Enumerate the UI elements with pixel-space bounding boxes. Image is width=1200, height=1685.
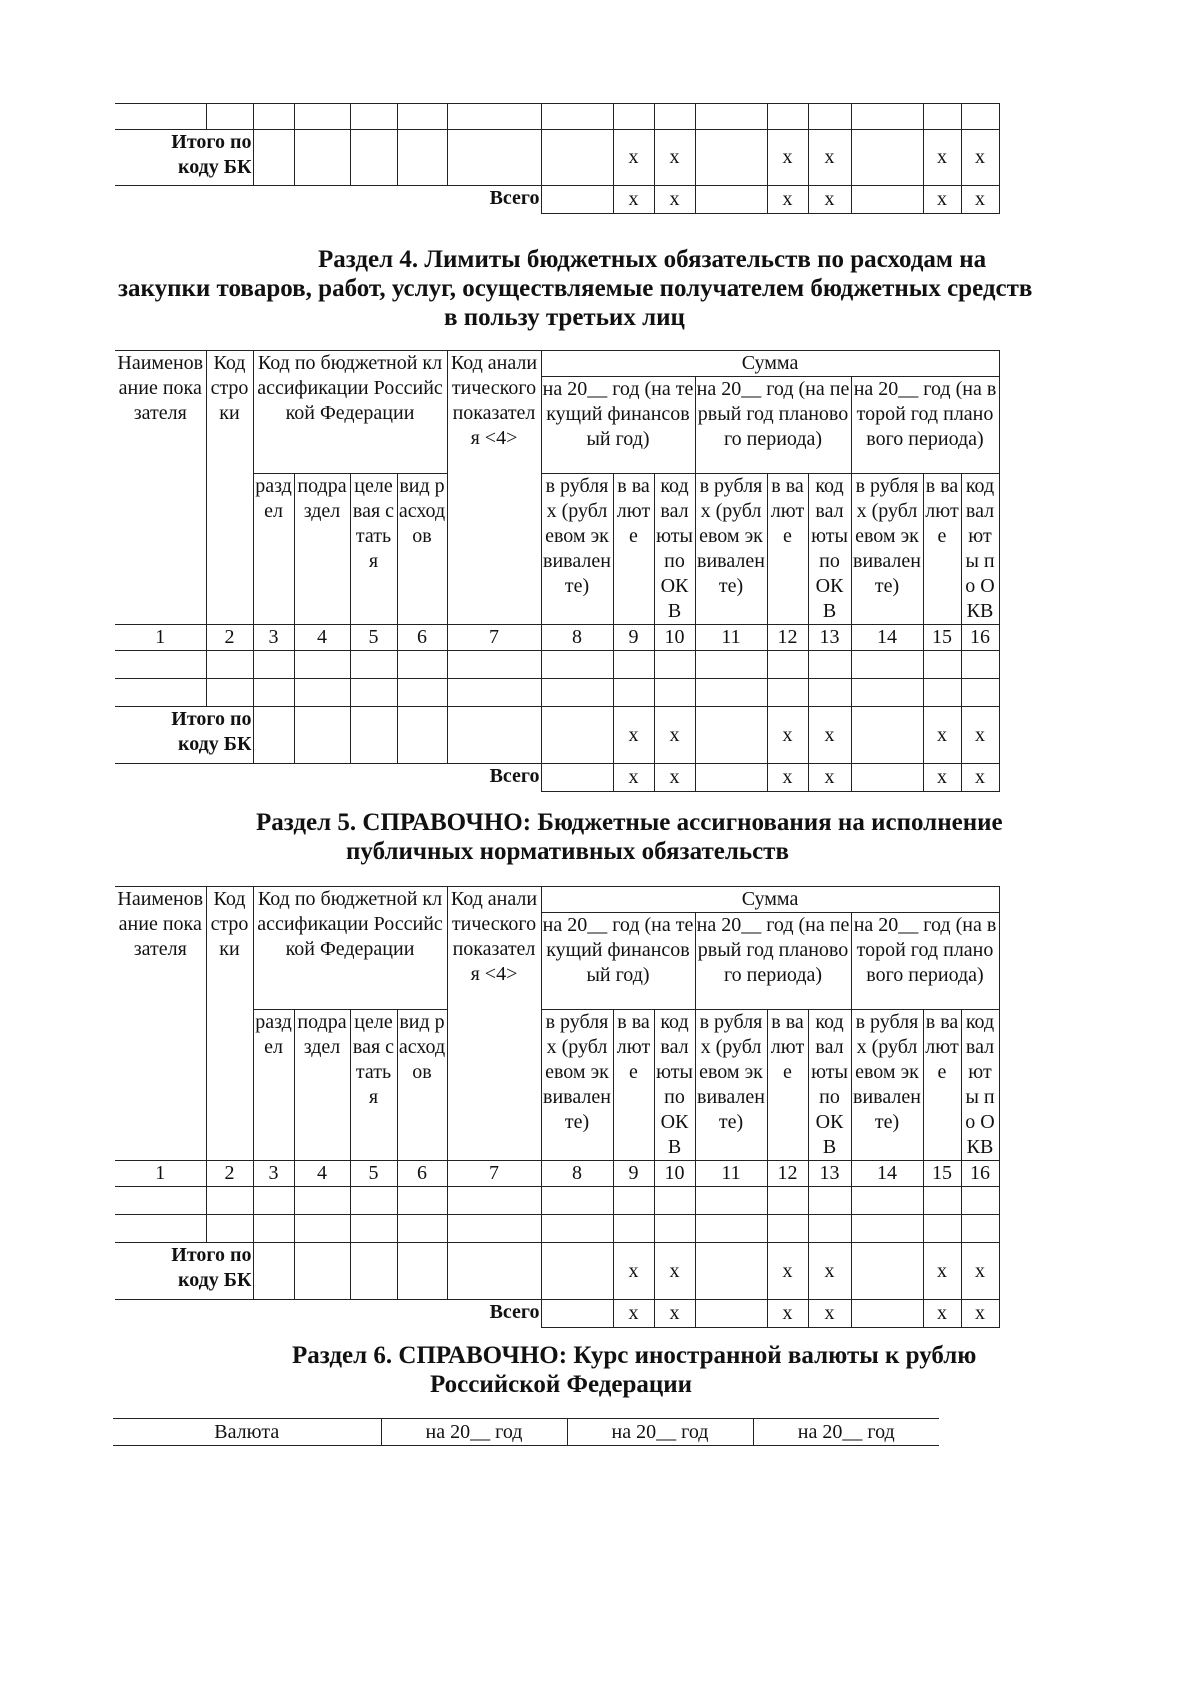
x-mark: x [961,130,999,186]
column-number: 8 [541,1161,613,1187]
header-name: Наименование показателя [115,887,206,1161]
x-mark: x [767,707,808,764]
header-year-current: на 20__ год (на текущий финансовый год) [541,913,695,1010]
column-number: 16 [961,625,999,651]
x-mark: x [767,130,808,186]
header-val: в валюте [613,1010,654,1161]
column-number: 10 [654,1161,695,1187]
header-target: целевая статья [350,474,397,625]
x-mark: x [613,1243,654,1300]
column-number: 6 [397,625,447,651]
column-number: 12 [767,1161,808,1187]
x-mark: x [654,707,695,764]
x-mark: x [613,186,654,214]
x-mark: x [654,1300,695,1328]
column-number: 15 [923,1161,961,1187]
header-year-second: на 20__ год (на второй год планового периода) [851,377,999,474]
section-6-heading-line-1: Раздел 6. СПРАВОЧНО: Курс иностранной валюты к рублю [292,1342,977,1369]
header-rub: в рублях (рублевом эквиваленте) [695,1010,767,1161]
section-6-heading [118,1341,998,1399]
header-val: в валюте [613,474,654,625]
header-val: в валюте [923,1010,961,1161]
header-bk: Код по бюджетной классификации Российской Федерации [253,351,447,474]
x-mark: x [808,707,851,764]
header-name: Наименование показателя [115,351,206,625]
itogo-row [115,1243,999,1300]
section-5-heading-line-1: Раздел 5. СПРАВОЧНО: Бюджетные ассигнования на исполнение [256,809,1003,836]
header-podrazdel: подраздел [294,1010,350,1161]
column-number: 9 [613,1161,654,1187]
section-5-heading [118,808,1003,866]
header-row [113,1419,939,1446]
header-razdel: раздел [253,474,294,625]
header-sum: Сумма [541,351,999,377]
header-val: в валюте [767,1010,808,1161]
section-6-table [113,1418,939,1446]
header-code-row: Код строки [206,887,253,1161]
year-column-header: на 20__ год [567,1419,753,1446]
header-vid: вид расходов [397,1010,447,1161]
column-number: 13 [808,1161,851,1187]
column-number: 2 [206,1161,253,1187]
x-mark: x [961,186,999,214]
header-row [115,887,999,913]
header-okv: код валюты по ОКВ [961,1010,999,1161]
previous-section-table-tail [115,103,1000,214]
column-number: 14 [851,625,923,651]
column-number: 14 [851,1161,923,1187]
column-number: 3 [253,1161,294,1187]
x-mark: x [961,1243,999,1300]
column-number: 5 [350,625,397,651]
year-column-header: на 20__ год [381,1419,567,1446]
x-mark: x [923,764,961,792]
vsego-label: Всего [115,764,541,792]
x-mark: x [923,1243,961,1300]
table-row [115,104,999,130]
column-number: 4 [294,625,350,651]
section-6-heading-line-2: Российской Федерации [430,1371,693,1398]
header-rub: в рублях (рублевом эквиваленте) [851,1010,923,1161]
header-okv: код валюты по ОКВ [961,474,999,625]
x-mark: x [613,764,654,792]
column-number: 5 [350,1161,397,1187]
header-bk: Код по бюджетной классификации Российской Федерации [253,887,447,1010]
column-number: 9 [613,625,654,651]
header-okv: код валюты по ОКВ [808,1010,851,1161]
section-4-table [115,350,1000,792]
x-mark: x [808,130,851,186]
x-mark: x [654,764,695,792]
x-mark: x [654,130,695,186]
column-number-row [115,625,999,651]
header-okv: код валюты по ОКВ [808,474,851,625]
header-val: в валюте [767,474,808,625]
currency-column-header: Валюта [113,1419,381,1446]
x-mark: x [654,1243,695,1300]
vsego-row [115,186,999,214]
x-mark: x [767,186,808,214]
header-analytic: Код аналитического показателя <4> [447,887,541,1161]
column-number: 10 [654,625,695,651]
column-number: 3 [253,625,294,651]
table-row [115,651,999,679]
section-4-heading-line-3: в пользу третьих лиц [444,304,685,331]
header-podrazdel: подраздел [294,474,350,625]
table-row [115,1187,999,1215]
year-column-header: на 20__ год [753,1419,939,1446]
header-row [115,351,999,377]
section-4-heading [118,245,1033,332]
header-rub: в рублях (рублевом эквиваленте) [541,474,613,625]
column-number: 4 [294,1161,350,1187]
header-code-row: Код строки [206,351,253,625]
column-number: 11 [695,1161,767,1187]
x-mark: x [923,707,961,764]
section-4-heading-line-2: закупки товаров, работ, услуг, осуществляемые получателем бюджетных средств [118,275,1033,302]
header-sum: Сумма [541,887,999,913]
itogo-label: Итого по коду БК [115,130,253,186]
column-number: 8 [541,625,613,651]
header-okv: код валюты по ОКВ [654,474,695,625]
x-mark: x [613,1300,654,1328]
column-number: 11 [695,625,767,651]
column-number: 12 [767,625,808,651]
itogo-label: Итого по коду БК [115,1243,253,1300]
header-rub: в рублях (рублевом эквиваленте) [541,1010,613,1161]
section-4-heading-line-1: Раздел 4. Лимиты бюджетных обязательств по расходам на [318,246,987,273]
header-year-second: на 20__ год (на второй год планового периода) [851,913,999,1010]
x-mark: x [923,186,961,214]
vsego-label: Всего [115,186,541,214]
header-year-current: на 20__ год (на текущий финансовый год) [541,377,695,474]
x-mark: x [654,186,695,214]
column-number: 6 [397,1161,447,1187]
table-row [115,679,999,707]
x-mark: x [808,186,851,214]
x-mark: x [808,1243,851,1300]
x-mark: x [767,1300,808,1328]
vsego-row [115,764,999,792]
vsego-row [115,1300,999,1328]
header-year-first: на 20__ год (на первый год планового периода) [695,913,851,1010]
header-target: целевая статья [350,1010,397,1161]
column-number: 13 [808,625,851,651]
column-number: 7 [447,1161,541,1187]
header-year-first: на 20__ год (на первый год планового периода) [695,377,851,474]
x-mark: x [767,1243,808,1300]
column-number: 2 [206,625,253,651]
x-mark: x [961,707,999,764]
header-rub: в рублях (рублевом эквиваленте) [695,474,767,625]
itogo-label: Итого по коду БК [115,707,253,764]
column-number: 1 [115,1161,206,1187]
section-5-heading-line-2: публичных нормативных обязательств [346,838,789,865]
column-number: 15 [923,625,961,651]
x-mark: x [961,1300,999,1328]
itogo-row [115,130,999,186]
header-analytic: Код аналитического показателя <4> [447,351,541,625]
column-number: 7 [447,625,541,651]
section-5-table [115,886,1000,1328]
header-val: в валюте [923,474,961,625]
x-mark: x [961,764,999,792]
header-vid: вид расходов [397,474,447,625]
vsego-label: Всего [115,1300,541,1328]
column-number: 16 [961,1161,999,1187]
x-mark: x [808,764,851,792]
itogo-row [115,707,999,764]
x-mark: x [808,1300,851,1328]
x-mark: x [613,707,654,764]
x-mark: x [767,764,808,792]
table-row [115,1215,999,1243]
header-razdel: раздел [253,1010,294,1161]
x-mark: x [613,130,654,186]
x-mark: x [923,130,961,186]
column-number: 1 [115,625,206,651]
column-number-row [115,1161,999,1187]
header-okv: код валюты по ОКВ [654,1010,695,1161]
header-rub: в рублях (рублевом эквиваленте) [851,474,923,625]
x-mark: x [923,1300,961,1328]
